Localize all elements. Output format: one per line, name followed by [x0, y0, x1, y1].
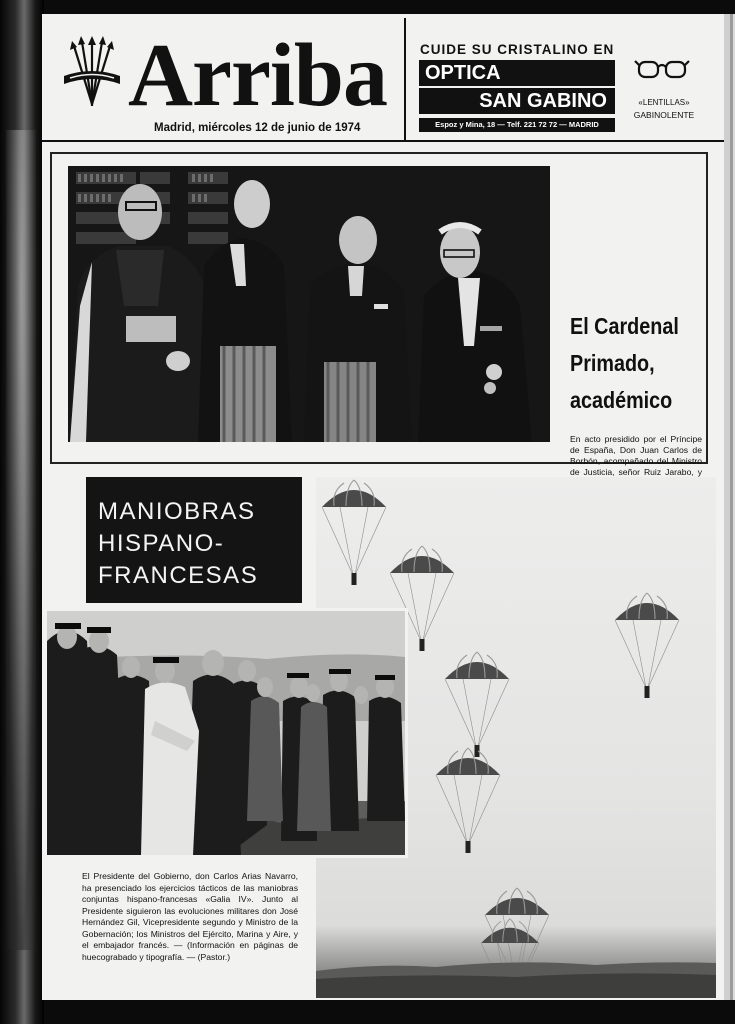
advert-address: Espoz y Mina, 18 — Telf. 221 72 72 — MADRID: [419, 118, 615, 132]
newspaper-page: [42, 14, 724, 1000]
cardenal-headline: [570, 308, 699, 419]
eyeglasses-icon: [634, 56, 690, 82]
yoke-and-arrows-emblem: [62, 36, 122, 108]
maniobras-caption: El Presidente del Gobierno, don Carlos Arias Navarro, ha presenciado los ejercicios tácticos de las maniobras conjuntas hispano-francesas «Galia IV». Junto al Presidente siguieron las evoluciones militares don José Hernández Gil, Vicepresidente segundo y Ministro de la Gobernación; los Ministros del Ejército, Marina y Aire, y el embajador francés. — (Información en páginas de huecograbado y tipografía. — (Pastor.): [82, 871, 298, 962]
advert-headline: CUIDE SU CRISTALINO EN: [420, 42, 615, 57]
masthead-divider: [404, 18, 406, 140]
maniobras-headline-line-3: FRANCESAS: [98, 562, 259, 589]
advert-name-line-1: OPTICA: [419, 60, 615, 86]
maniobras-title-block: [86, 477, 302, 603]
parachute: [615, 593, 679, 698]
cardenal-body-text: En acto presidido por el Príncipe de España, Don Juan Carlos de Borbón, acompañado del Ministro de Justicia, señor Ruiz Jarabo, y: [570, 434, 702, 477]
optica-advert: [418, 40, 706, 138]
maniobras-headline-line-2: HISPANO-: [98, 530, 225, 557]
academy-ceremony-photo: [68, 166, 550, 442]
cardenal-headline-line-3: académico: [570, 387, 673, 413]
cardenal-headline-line-2: Primado,: [570, 350, 655, 376]
dateline: Madrid, miércoles 12 de junio de 1974: [154, 122, 361, 134]
officials-photo: [44, 608, 408, 858]
advert-tagline-2: GABINOLENTE: [633, 110, 695, 120]
binding-spine: [0, 0, 44, 1024]
officials-watching-maneuvers-photo: [47, 611, 405, 855]
newspaper-logo: Arriba: [128, 26, 387, 125]
maniobras-headline-line-1: MANIOBRAS: [98, 498, 256, 525]
parachute: [445, 652, 509, 757]
cardenal-photo: [68, 166, 550, 442]
advert-name-line-2: SAN GABINO: [419, 88, 615, 114]
cardenal-headline-line-1: El Cardenal: [570, 313, 679, 339]
advert-tagline-1: «LENTILLAS»: [638, 98, 690, 107]
parachute: [322, 480, 386, 585]
parachute: [436, 748, 500, 853]
cardenal-story-frame: [50, 152, 708, 477]
masthead: [42, 14, 724, 142]
